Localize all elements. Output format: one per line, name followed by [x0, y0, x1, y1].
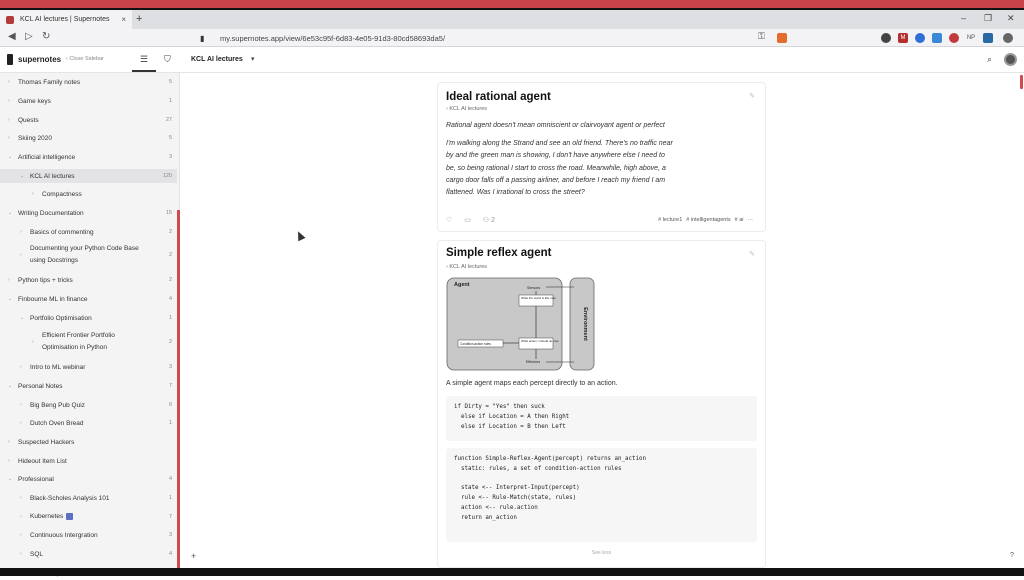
sidebar-item[interactable]: [0, 416, 177, 430]
sidebar-item-label: Thomas Family notes: [18, 78, 81, 86]
card-title: Ideal rational agent: [446, 91, 551, 103]
sidebar-item-label: Finbourne ML in finance: [18, 295, 88, 303]
sidebar-item[interactable]: [0, 454, 177, 468]
browser-tab[interactable]: [0, 10, 132, 29]
chevron-icon[interactable]: ⌄: [20, 173, 25, 179]
edit-icon[interactable]: ✎: [749, 251, 755, 258]
sidebar-item-count: 3: [168, 364, 172, 370]
brand-logo[interactable]: [7, 54, 61, 65]
tag[interactable]: # lecture1: [658, 217, 683, 223]
reload-button[interactable]: ↻: [42, 31, 51, 42]
sidebar-item[interactable]: [0, 292, 177, 306]
extension-info-icon[interactable]: [881, 33, 891, 43]
tag[interactable]: # ai: [734, 217, 744, 223]
sidebar-item-label: SQL: [30, 550, 44, 558]
close-window-button[interactable]: ✕: [1007, 13, 1015, 23]
maximize-window-button[interactable]: ❐: [984, 13, 993, 23]
chevron-icon[interactable]: ›: [8, 79, 10, 85]
sidebar-item-label: Artificial intelligence: [18, 153, 76, 161]
world-now-label: What the world is like now: [521, 296, 556, 300]
profile-icon[interactable]: [1003, 33, 1013, 43]
sidebar-item-count: 4: [168, 551, 172, 557]
supernotes-favicon-icon: [6, 16, 14, 24]
card-breadcrumb[interactable]: › KCL AI lectures: [446, 264, 488, 270]
sidebar-item-count: 1: [168, 98, 172, 104]
app-header: [0, 47, 1024, 73]
extension-blue-icon[interactable]: [983, 33, 993, 43]
extension-red-circle-icon[interactable]: [949, 33, 959, 43]
sidebar-item-count: 7: [168, 383, 172, 389]
sidebar-item-label: Hideout Item List: [18, 457, 67, 465]
comment-icon[interactable]: ▭: [464, 217, 471, 224]
action-now-label: What action I should do now: [521, 339, 559, 343]
sidebar-item-count: 4: [168, 296, 172, 302]
chevron-icon[interactable]: ›: [20, 364, 22, 370]
agent-label: Agent: [454, 282, 470, 288]
chevron-icon[interactable]: ›: [8, 458, 10, 464]
note-card[interactable]: [437, 82, 766, 232]
sidebar-accent-bar: [177, 210, 180, 568]
sidebar-item-label: Skiing 2020: [18, 134, 52, 142]
sidebar-item[interactable]: [0, 243, 177, 267]
sidebar-item-label: Continuous Intergration: [30, 531, 98, 539]
new-tab-button[interactable]: +: [136, 13, 143, 25]
help-button[interactable]: ?: [1010, 552, 1014, 559]
more-options-icon[interactable]: ···: [747, 217, 753, 223]
tab-close-icon[interactable]: ×: [121, 15, 126, 24]
sidebar-item[interactable]: [0, 94, 177, 108]
chevron-icon[interactable]: ⌄: [8, 296, 13, 302]
chevron-icon[interactable]: ›: [32, 191, 34, 197]
sidebar-item[interactable]: [0, 360, 177, 374]
sidebar-item-count: 4: [168, 476, 172, 482]
sidebar-item-count: 2: [168, 252, 172, 258]
sidebar-item-count: 1: [168, 315, 172, 321]
sidebar-item-count: 5: [168, 135, 172, 141]
browser-address-bar: [0, 29, 1024, 47]
chevron-icon[interactable]: ›: [20, 229, 22, 235]
rules-label: Condition-action rules: [460, 342, 491, 346]
sidebar-item-label: Dutch Oven Bread: [30, 419, 84, 427]
url-field[interactable]: [200, 31, 796, 45]
card-meta: [446, 216, 495, 224]
sidebar-item[interactable]: [0, 273, 177, 287]
sidebar-item-count: 27: [165, 117, 172, 123]
sidebar-item-label: Professional: [18, 475, 54, 483]
extension-circle-icon[interactable]: [915, 33, 925, 43]
card-title: Simple reflex agent: [446, 247, 552, 259]
sidebar-item-label: Python tips + tricks: [18, 276, 73, 284]
list-view-icon[interactable]: ☰: [140, 54, 149, 64]
sidebar-item-count: 7: [168, 514, 172, 520]
sidebar: [0, 73, 180, 568]
filter-icon[interactable]: ⛉: [164, 54, 171, 64]
sidebar-item-label: Writing Documentation: [18, 209, 84, 217]
chevron-icon[interactable]: ›: [20, 532, 22, 538]
sidebar-item[interactable]: [0, 150, 177, 164]
sidebar-item[interactable]: [0, 187, 177, 201]
sidebar-item[interactable]: [0, 169, 177, 183]
sidebar-item-label-line2: Optimisation in Python: [42, 344, 108, 351]
sidebar-item-label: Kubernetes: [30, 513, 73, 520]
sidebar-item-label: Suspected Hackers: [18, 438, 75, 446]
brand-name: supernotes: [18, 55, 62, 64]
sidebar-item[interactable]: [0, 398, 177, 412]
sidebar-item-label: Portfolio Optimisation: [30, 314, 92, 322]
sidebar-item-count: 2: [168, 277, 172, 283]
sidebar-item-count: 3: [168, 154, 172, 160]
simple-reflex-agent-diagram: [446, 277, 596, 373]
sidebar-item-label: Black-Scholes Analysis 101: [30, 494, 110, 502]
browser-tab-bar: [0, 10, 1024, 29]
extension-windows-icon[interactable]: [932, 33, 942, 43]
chevron-icon[interactable]: ›: [32, 339, 34, 345]
sidebar-item-label: Basics of commenting: [30, 228, 94, 236]
search-icon[interactable]: ⌕: [987, 54, 993, 64]
back-button[interactable]: ◀: [8, 31, 16, 42]
environment-label: Environment: [582, 307, 588, 341]
chevron-icon[interactable]: ›: [8, 117, 10, 123]
sidebar-item-label: KCL AI lectures: [30, 172, 75, 180]
code-block: if Dirty = "Yes" then suck else if Location = A then Right else if Location = B then Left: [446, 396, 757, 441]
tag[interactable]: # intelligentagents: [686, 217, 731, 223]
chevron-icon[interactable]: ⌄: [20, 315, 25, 321]
chevron-icon[interactable]: ›: [20, 420, 22, 426]
board-title[interactable]: KCL AI lectures: [191, 56, 243, 63]
chevron-icon[interactable]: ⌄: [8, 476, 13, 482]
sidebar-item-label: Quests: [18, 116, 39, 124]
sidebar-item[interactable]: [0, 472, 177, 486]
sidebar-item-label: Efficient Frontier Portfolio Optimisation in Python: [42, 330, 115, 354]
people-count: 2: [491, 217, 496, 224]
note-card[interactable]: [437, 240, 766, 568]
tab-title: KCL AI lectures | Supernotes: [20, 16, 110, 23]
sidebar-item-label: Game keys: [18, 97, 51, 105]
sidebar-item[interactable]: [0, 113, 177, 127]
bookmark-icon[interactable]: ▮: [200, 33, 205, 43]
list-view-active-indicator: [132, 70, 156, 72]
card-breadcrumb[interactable]: › KCL AI lectures: [446, 106, 488, 112]
tag-list: [658, 217, 753, 223]
card-paragraph: Rational agent doesn't mean omniscient or clairvoyant agent or perfect: [446, 122, 665, 129]
extension-m-icon[interactable]: M: [898, 33, 908, 43]
card-paragraph: I'm walking along the Strand and see an old friend. There's no traffic near by and the green man is showing, I don't have anywhere else I need to be, so being rational I start to cross the road. Meanwhile, high above, a cargo door falls off a passing airliner, and before I reach my friend I am flattened. Was I irrational to cross the street?: [446, 140, 673, 197]
sidebar-item[interactable]: [0, 75, 177, 89]
sidebar-item-count: 2: [168, 229, 172, 235]
add-item-button[interactable]: +: [191, 551, 197, 561]
sensors-label: Sensors: [527, 286, 541, 290]
like-icon[interactable]: ♡: [446, 217, 453, 224]
sidebar-item-label: Intro to ML webinar: [30, 363, 86, 371]
code-block: function Simple-Reflex-Agent(percept) returns an_action static: rules, a set of condition-action rules state <-- Interpret-Input(percept) rule <-- Rule-Match(state, rules) action <-- rule.action return an_action: [446, 448, 757, 542]
sidebar-item[interactable]: [0, 330, 177, 354]
card-paragraph: A simple agent maps each percept directly to an action.: [446, 380, 618, 387]
supernotes-logo-icon: [7, 54, 13, 65]
avatar[interactable]: [1004, 53, 1017, 66]
sidebar-item[interactable]: [0, 311, 177, 325]
minimize-window-button[interactable]: –: [961, 13, 967, 23]
see-less-button[interactable]: See less: [591, 550, 612, 556]
chevron-icon[interactable]: ⌄: [8, 154, 13, 160]
chevron-icon[interactable]: ›: [20, 514, 22, 520]
sidebar-item[interactable]: [0, 528, 177, 542]
sidebar-item-count: 15: [165, 210, 172, 216]
chevron-icon[interactable]: ›: [8, 277, 10, 283]
chevron-icon[interactable]: ⌄: [8, 383, 13, 389]
sidebar-item-count: 120: [162, 173, 172, 179]
kubernetes-icon: [66, 513, 73, 520]
sidebar-item-count: 2: [168, 339, 172, 345]
close-sidebar-button[interactable]: ‹ Close Sidebar: [66, 56, 104, 62]
sidebar-item-label: Big Beng Pub Quiz: [30, 401, 85, 409]
sidebar-item-count: 6: [168, 402, 172, 408]
chevron-down-icon[interactable]: ▾: [251, 56, 255, 63]
chevron-icon[interactable]: ›: [8, 135, 10, 141]
sidebar-item-label: Compactness: [42, 190, 82, 198]
sidebar-item[interactable]: [0, 225, 177, 239]
sidebar-item-label: Personal Notes: [18, 382, 63, 390]
sidebar-item[interactable]: [0, 435, 177, 449]
sidebar-item-label-line2: using Docstrings: [30, 257, 79, 264]
chevron-icon[interactable]: ⌄: [8, 210, 13, 216]
chevron-icon[interactable]: ›: [8, 98, 10, 104]
sidebar-item[interactable]: [0, 379, 177, 393]
sidebar-item[interactable]: [0, 510, 177, 524]
scrollbar[interactable]: [1020, 75, 1023, 89]
mouse-cursor-icon: [294, 230, 305, 242]
sidebar-item-label: Documenting your Python Code Base using Docstrings: [30, 243, 139, 267]
sidebar-item[interactable]: [0, 491, 177, 505]
sidebar-item-count: 3: [168, 532, 172, 538]
effectors-label: Effectors: [526, 360, 541, 364]
chevron-icon[interactable]: ›: [20, 252, 22, 258]
bottom-bar: [0, 568, 1024, 576]
people-icon[interactable]: ⚇ 2: [482, 217, 496, 224]
sidebar-item-count: 5: [168, 79, 172, 85]
url-text: my.supernotes.app/view/6e53c95f-6d83-4e05-91d3-80cd58693da5/: [220, 33, 446, 43]
sidebar-item-count: 1: [168, 495, 172, 501]
chevron-icon[interactable]: ›: [20, 551, 22, 557]
sidebar-item[interactable]: [0, 547, 177, 561]
chevron-icon[interactable]: ›: [20, 495, 22, 501]
key-icon[interactable]: ⚿: [758, 31, 765, 41]
chevron-icon[interactable]: ›: [8, 439, 10, 445]
chevron-icon[interactable]: ›: [20, 402, 22, 408]
browser-top-strip: [0, 0, 1024, 10]
edit-icon[interactable]: ✎: [749, 93, 755, 100]
brave-shield-icon[interactable]: [777, 33, 787, 43]
extension-np-icon[interactable]: NP: [966, 35, 976, 41]
sidebar-item-count: 1: [168, 420, 172, 426]
forward-button[interactable]: ▷: [25, 31, 33, 42]
sidebar-item[interactable]: [0, 206, 177, 220]
sidebar-item[interactable]: [0, 131, 177, 145]
